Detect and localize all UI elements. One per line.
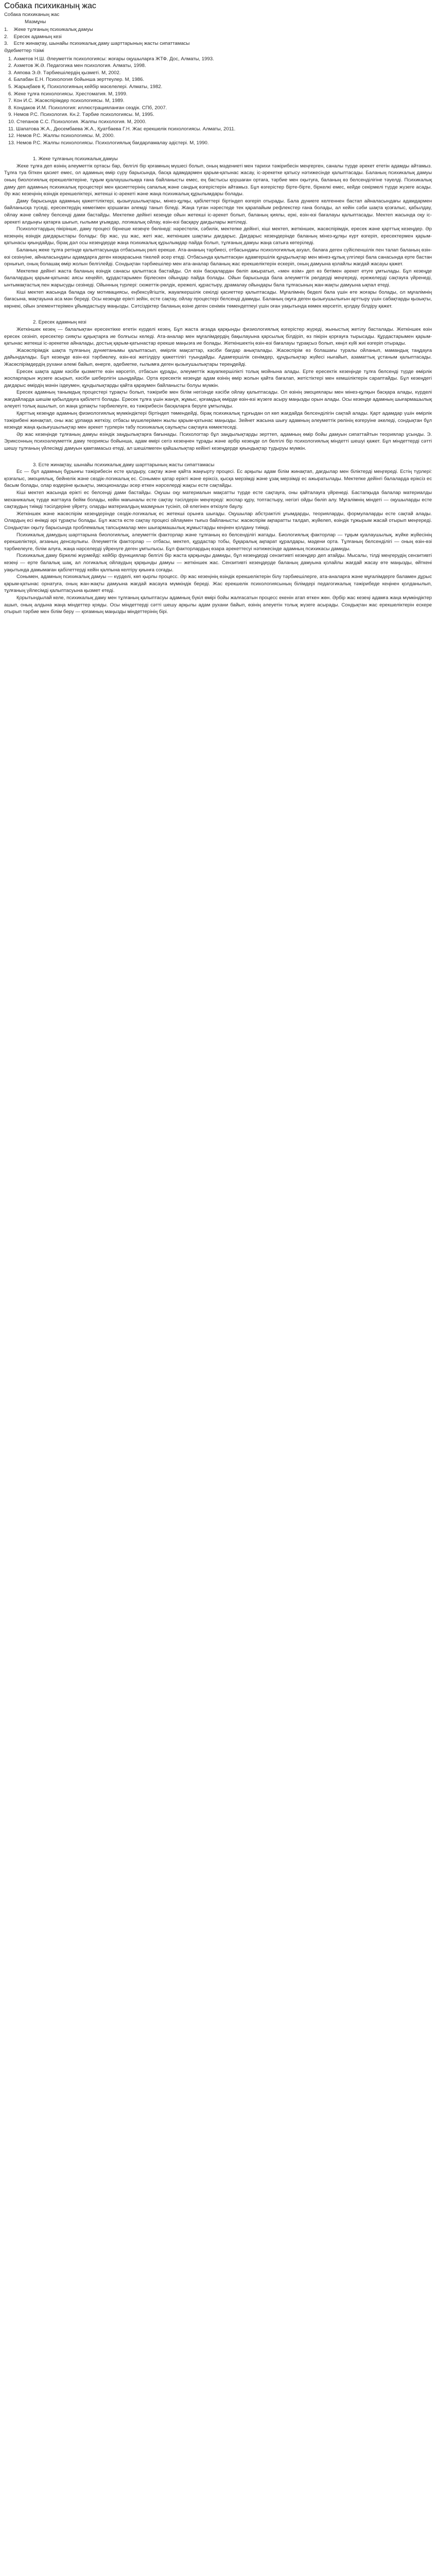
document-title: Собака психиканың жас [4, 2, 96, 10]
paragraph: Даму барысында адамның қажеттіліктері, қызығушылықтары, мінез-құлқы, қабілеттері біртіндеп өзгеріп отырады. Бала дүниеге келгеннен бастап айналасындағы адамдармен байланысқа түседі, ересектердің көмегімен қоршаған әлемді танып біледі. Жаңа туған нәрестеде тек қарапайым рефлекстер ғана болады, ал кейін сәби шақта қозғалыс, қабылдау, ойлау және сөйлеу белсенді дами бастайды. Мектепке дейінгі кезеңде ойын жетекші іс-әрекет болып, баланың қиялы, еркі, өзін-өзі бағалауы қалыптасады. Мектеп жасында оқу іс-әрекеті алдыңғы қатарға шығып, ғылыми ұғымдар, логикалық ойлау, өзін-өзі басқару дағдылары жетіледі. [4, 198, 432, 225]
literature-item: 1. Ахметов Н.Ш. Әлеуметтік психологиясы: жоғары оқушыларға ЖТФ. Дос, Алматы, 1993. [8, 56, 214, 62]
literature-item: 12. Немов Р.С. Жалпы психологиясы. М, 2000. [8, 133, 115, 139]
literature-item: 8. Кондаков И.М. Психология: иллюстрацияланған сөздік. СПб, 2007. [8, 105, 167, 111]
contents-list [4, 26, 432, 54]
literature-item: 13. Немов Р.С. Жалпы психологиясы. Психологиялық бағдарламалау әдістері. М, 1990. [8, 140, 209, 146]
literature-list [4, 56, 432, 147]
paragraph: Ересек шақта адам кәсіби қызметте өзін көрсетіп, отбасын құрады, әлеуметтік жауапкершілікті толық мойнына алады. Ерте ересектік кезеңінде тұлға белсенді түрде өмірлік жоспарларын жүзеге асырып, кәсіби шеберлігін шыңдайды. Орта ересектік кезеңде адам өзінің өмір жолын қайта бағалап, жетістіктері мен кемшіліктерін сараптайды. Бұл кезеңдегі дағдарыс өмірдің мәнін іздеумен, құндылықтарды қайта қараумен байланысты болуы мүмкін. [4, 368, 432, 388]
contents-item: Әдебиеттер тізімі [4, 47, 44, 54]
contents-item: 2. Ересек адамның кезі [4, 33, 62, 40]
paragraph: Сонымен, адамның психикалық дамуы — күрделі, көп қырлы процесс. Әр жас кезеңінің өзіндік ерекшеліктерін білу тәрбиешілерге, ата-аналарға және мұғалімдерге баламен дұрыс қарым-қатынас орнатуға, оның жан-жақты дамуына жағдай жасауға мүмкіндік береді. Жас ерекшелік психологиясының білімдері педагогикалық тәжірибеде кеңінен қолданылып, тұлғаның үйлесімді қалыптасуына қызмет етеді. [4, 574, 432, 594]
literature-item: 11. Шапатова Ж.А., Дюсембаева Ж.А., Қуатбаева Г.Н. Жас ерекшелік психологиясы. Алматы, 2011. [8, 126, 236, 132]
literature-item: 4. Балабан Е.Н. Психология бойынша зерттеулер. М, 1986. [8, 77, 145, 83]
section-title: 3. Есте жинақтау, шынайы психикалық даму шарттарының жасты сипаттамасы [33, 462, 215, 468]
paragraph: Жеткіншек және жасөспірім кезеңдерінде сөздік-логикалық ес жетекші орынға шығады. Оқушылар абстрактілі ұғымдарды, теорияларды, формулаларды есте сақтай алады. Олардың есі өнімді әрі тұрақты болады. Бұл жаста есте сақтау процесі ойлаумен тығыз байланысты: жасөспірім ақпаратты талдап, жүйелеп, өзіндік тұжырым жасай отырып меңгереді. Сондықтан оқыту барысында проблемалық тапсырмалар мен шығармашылық жұмыстарды кеңінен қолдану тиімді. [4, 511, 432, 531]
paragraph: Психикалық дамудың шарттарына биологиялық, әлеуметтік факторлар және тұлғаның өз белсенділігі жатады. Биологиялық факторлар — тұқым қуалаушылық, жүйке жүйесінің ерекшеліктері, ағзаның денсаулығы. Әлеуметтік факторлар — отбасы, мектеп, құрдастар тобы, бұқаралық ақпарат құралдары, мәдени орта. Тұлғаның белсенділігі — оның өзін-өзі тәрбиелеуге, білім алуға, жаңа нәрселерді үйренуге деген ұмтылысы. Бұл факторлардың өзара әрекеттесуі нәтижесінде адамның психикасы дамиды. [4, 532, 432, 552]
paragraph: Кіші мектеп жасында ерікті ес белсенді дами бастайды. Оқушы оқу материалын мақсатты түрде есте сақтауға, оны қайталауға үйренеді. Бастапқыда балалар материалды механикалық түрде жаттауға бейім болады, кейін мағыналы есте сақтау тәсілдерін меңгереді: жоспар құру, топтастыру, негізгі ойды бөліп алу. Мұғалімнің міндеті — оқушыларды есте сақтаудың тиімді тәсілдеріне үйрету, оларды материалдың мазмұнын түсініп, ой елегінен өткізуге баулу. [4, 490, 432, 510]
paragraph: Әр жас кезеңінде тұлғаның дамуы өзіндік заңдылықтарға бағынады. Психологтар бұл заңдылықтарды зерттеп, адамның өмір бойы дамуын сипаттайтын теориялар ұсынды. Э. Эриксонның психоәлеуметтік даму теориясы бойынша, адам өмірі сегіз кезеңнен тұрады және әрбір кезеңде ол белгілі бір психологиялық міндетті шешуі қажет. Бұл міндеттерді сәтті шешу тұлғаның үйлесімді дамуын қамтамасыз етеді, ал шешілмеген қайшылықтар кейінгі кезеңдерде қиындықтар тудыруы мүмкін. [4, 431, 432, 452]
literature-item: 9. Немов Р.С. Психология. Кн.2. Тәрбие психологиясы. М, 1995. [8, 112, 154, 118]
document-subtitle: Собака психиканың жас [4, 12, 60, 18]
literature-item: 10. Степанов С.С. Психология. Жалпы психология. М, 2000. [8, 118, 147, 125]
paragraph: Кіші мектеп жасында балада оқу мотивациясы, еңбексүйгіштік, жауапкершілік секілді қасиеттер қалыптасады. Мұғалімнің беделі бала үшін өте жоғары болады, ол мұғалімнің бағасына, мақтауына аса мән береді. Осы кезеңде ерікті зейін, есте сақтау, ойлау процестері белсенді дамиды. Баланың оқуға деген қызығушылығын арттыру үшін сабақтарды қызықты, көрнекі, ойын элементтерімен ұйымдастыру маңызды. Сәтсіздіктер баланың өзіне деген сенімін төмендетпеуі үшін оған уақытында көмек көрсетіп, қолдау білдіру қажет. [4, 289, 432, 309]
contents-item: 3. Есте жинақтау, шынайы психикалық даму шарттарының жасты сипаттамасы [4, 41, 190, 47]
paragraph: Психологтардың пікірінше, даму процесі бірнеше кезеңге бөлінеді: нәрестелік, сәбилік, мектепке дейінгі, кіші мектеп, жеткіншек, жасөспірімдік, ересек және қарттық кезеңдер. Әр кезеңнің өзіндік дағдарыстары болады: бір жас, үш жас, жеті жас, жеткіншек шақтағы дағдарыс. Дағдарыс кезеңдерінде баланың мінез-құлқы күрт өзгеріп, ересектермен қарым-қатынасы қиындайды, бірақ дәл осы кезеңдерде жаңа психикалық құрылымдар пайда болып, тұлғаның дамуы жаңа сатыға көтеріледі. [4, 226, 432, 246]
section-memory-development [4, 462, 432, 616]
paragraph: Жасөспірімдік шақта тұлғаның дүниетанымы қалыптасып, өмірлік мақсаттар, кәсіби бағдар анықталады. Жасөспірім өз болашағы туралы ойланып, мамандық таңдауға дайындалады. Бұл кезеңде өзін-өзі тәрбиелеу, өзін-өзі жетілдіру қажеттілігі туындайды. Адамгершілік сенімдер, құндылықтар жүйесі нығайып, азаматтық ұстаным қалыптасады. Жасөспірімдердің рухани әлемі байып, өнерге, әдебиетке, ғылымға деген қызығушылықтары тереңдейді. [4, 347, 432, 367]
paragraph: Жеке тұлға деп өзінің әлеуметтік ортасы бар, белгілі бір қоғамның мүшесі болып, оның мәдениеті мен тарихи тәжірибесін меңгерген, саналы түрде әрекет ететін адамды айтамыз. Тұлға туа біткен қасиет емес, ол адамның өмір сүру барысында, басқа адамдармен қарым-қатынас жасау, іс-әрекетке қатысу нәтижесінде қалыптасады. Баланың психикалық дамуы оның биологиялық ерекшеліктеріне, тұқым қуалаушылыққа ғана байланысты емес, ең бастысы қоршаған ортаға, тәрбие мен оқытуға, баланың өз белсенділігіне тәуелді. Психикалық даму деп адамның психикалық процестері мен қасиеттерінің сапалық және сандық өзгерістерін айтамыз. Бұл өзгерістер бірте-бірте, біркелкі емес, кейде секірмелі түрде жүзеге асады. Әр жас кезеңінің өзіндік ерекшеліктері, жетекші іс-әрекеті және жаңа психикалық құрылымдары болады. [4, 163, 432, 197]
literature-item: 2. Ахметов Ж.Ә. Педагогика мен психология. Алматы, 1998. [8, 63, 146, 69]
paragraph: Жеткіншек кезең — балалықтан ересектікке өтетін күрделі кезең. Бұл жаста ағзада қарқынды физиологиялық өзгерістер жүреді, жыныстық жетілу басталады. Жеткіншек өзін ересек сезініп, ересектер сияқты құқықтарға ие болғысы келеді. Ата-аналар мен мұғалімдердің бақылауына қарсылық білдіріп, өз пікірін қорғауға тырысады. Құрдастарымен қарым-қатынас жетекші іс-әрекетке айналады, достық қарым-қатынастар ерекше маңызға ие болады. Жеткіншектің өзін-өзі бағалауы тұрақсыз болып, көңіл күйі жиі өзгеріп отырады. [4, 326, 432, 347]
section-personality-development [4, 156, 432, 310]
paragraph: Қорытындылай келе, психикалық даму мен тұлғаның қалыптасуы адамның бүкіл өмірі бойы жалғасатын процесс екенін атап өткен жөн. Әрбір жас кезеңі адамға жаңа мүмкіндіктер ашып, оның алдына жаңа міндеттер қояды. Осы міндеттерді сәтті шешу арқылы адам рухани байып, өзінің әлеуетін толық жүзеге асырады. Сондықтан жас ерекшеліктерін ескере отырып тәрбие мен білім беру — қоғамның маңызды міндеттерінің бірі. [4, 595, 432, 615]
contents-heading: Мазмұны [25, 19, 46, 25]
section-adult-age [4, 319, 432, 452]
section-title: 1. Жеке тұлғаның психикалық дамуы [33, 156, 118, 162]
literature-item: 5. Жарықбаев Қ. Психологияның кейбір мәселелері. Алматы, 1982. [8, 83, 163, 90]
literature-item: 3. Аяпова Э.Ә. Тәрбиешілердің қызметі. М, 2002. [8, 70, 121, 76]
paragraph: Ес — бұл адамның бұрынғы тәжірибесін есте қалдыру, сақтау және қайта жаңғырту процесі. Ес арқылы адам білім жинақтап, дағдылар мен біліктерді меңгереді. Естің түрлері: қозғалыс, эмоциялық, бейнелік және сөздік-логикалық ес. Сонымен қатар ерікті және еріксіз, қысқа мерзімді және ұзақ мерзімді ес ажыратылады. Мектепке дейінгі балаларда еріксіз ес басым болады, олар өздеріне қызықты, эмоционалды әсер еткен нәрселерді жақсы есте сақтайды. [4, 469, 432, 489]
paragraph: Ересек адамның танымдық процестері тұрақты болып, тәжірибе мен білім негізінде кәсіби ойлау қалыптасады. Ол өзінің эмоциялары мен мінез-құлқын басқара алады, күрделі жағдайларда шешім қабылдауға қабілетті болады. Ересек тұлға үшін жанұя, жұмыс, қоғамдық өмірде өзін-өзі жүзеге асыру маңызды орын алады. Осы кезеңде адамның шығармашылық әлеуеті толық ашылып, ол жаңа ұрпақты тәрбиелеуге, өз тәжірибесін басқаларға беруге ұмтылады. [4, 389, 432, 410]
paragraph: Қарттық кезеңде адамның физиологиялық мүмкіндіктері біртіндеп төмендейді, бірақ психикалық тұрғыдан ол көп жағдайда белсенділігін сақтай алады. Қарт адамдар үшін өмірлік тәжірибені жинақтап, оны жас ұрпаққа жеткізу, отбасы мүшелерімен жылы қарым-қатынас маңызды. Зейнет жасына шығу адамның әлеуметтік рөлінің өзгеруіне әкеледі, сондықтан бұл кезеңде жаңа қызығушылықтар мен әрекет түрлерін табу психикалық саулықты сақтауға көмектеседі. [4, 411, 432, 431]
paragraph: Психикалық даму біркелкі жүрмейді: кейбір функциялар белгілі бір жаста қарқынды дамиды, бұл кезеңдерді сензитивті кезеңдер деп атайды. Мысалы, тілді меңгерудің сензитивті кезеңі — ерте балалық шақ, ал логикалық ойлаудың қарқынды дамуы — жеткіншек жас. Сензитивті кезеңдерде баланың дамуына қолайлы жағдай жасау өте маңызды, өйткені уақытында дамымаған қабілеттерді кейін қалпына келтіру қиынға соғады. [4, 553, 432, 573]
contents-item: 1. Жеке тұлғаның психикалық дамуы [4, 27, 93, 33]
literature-item: 6. Жеке тұлға психологиясы. Хрестоматия. М, 1999. [8, 91, 128, 97]
literature-item: 7. Кон И.С. Жасөспірімдер психологиясы. М, 1989. [8, 98, 125, 104]
paragraph: Мектепке дейінгі жаста баланың өзіндік санасы қалыптаса бастайды. Ол өзін басқалардан бөліп ажыратып, «мен өзім» деп өз бетімен әрекет етуге ұмтылады. Бұл кезеңде балалардың қарым-қатынас аясы кеңейіп, құрдастарымен бірлескен ойындар пайда болады. Ойын барысында бала әлеуметтік рөлдерді меңгереді, ережелерді сақтауға үйренеді, ынтымақтастық пен жарысуды сезінеді. Ойынның түрлері: сюжеттік-рөлдік, ережелі, құрастыру, драмалау ойындары бала тұлғасының жан-жақты дамуына ықпал етеді. [4, 268, 432, 288]
paragraph: Баланың жеке тұлға ретінде қалыптасуында отбасының рөлі ерекше. Ата-ананың тәрбиесі, отбасындағы психологиялық ахуал, балаға деген сүйіспеншілік пен талап баланың өзін-өзі сезінуіне, айналасындағы адамдарға деген көзқарасына тікелей әсер етеді. Отбасында қалыптасқан адамгершілік құндылықтар мен мінез-құлық үлгілері бала санасында ерте бастан орнығып, оның болашақ өмір жолын белгілейді. Сондықтан тәрбиешілер мен ата-аналар баланың жас ерекшеліктерін ескеріп, оның дамуына қолайлы жағдай жасауы қажет. [4, 247, 432, 267]
section-title: 2. Ересек адамның кезі [33, 319, 86, 326]
